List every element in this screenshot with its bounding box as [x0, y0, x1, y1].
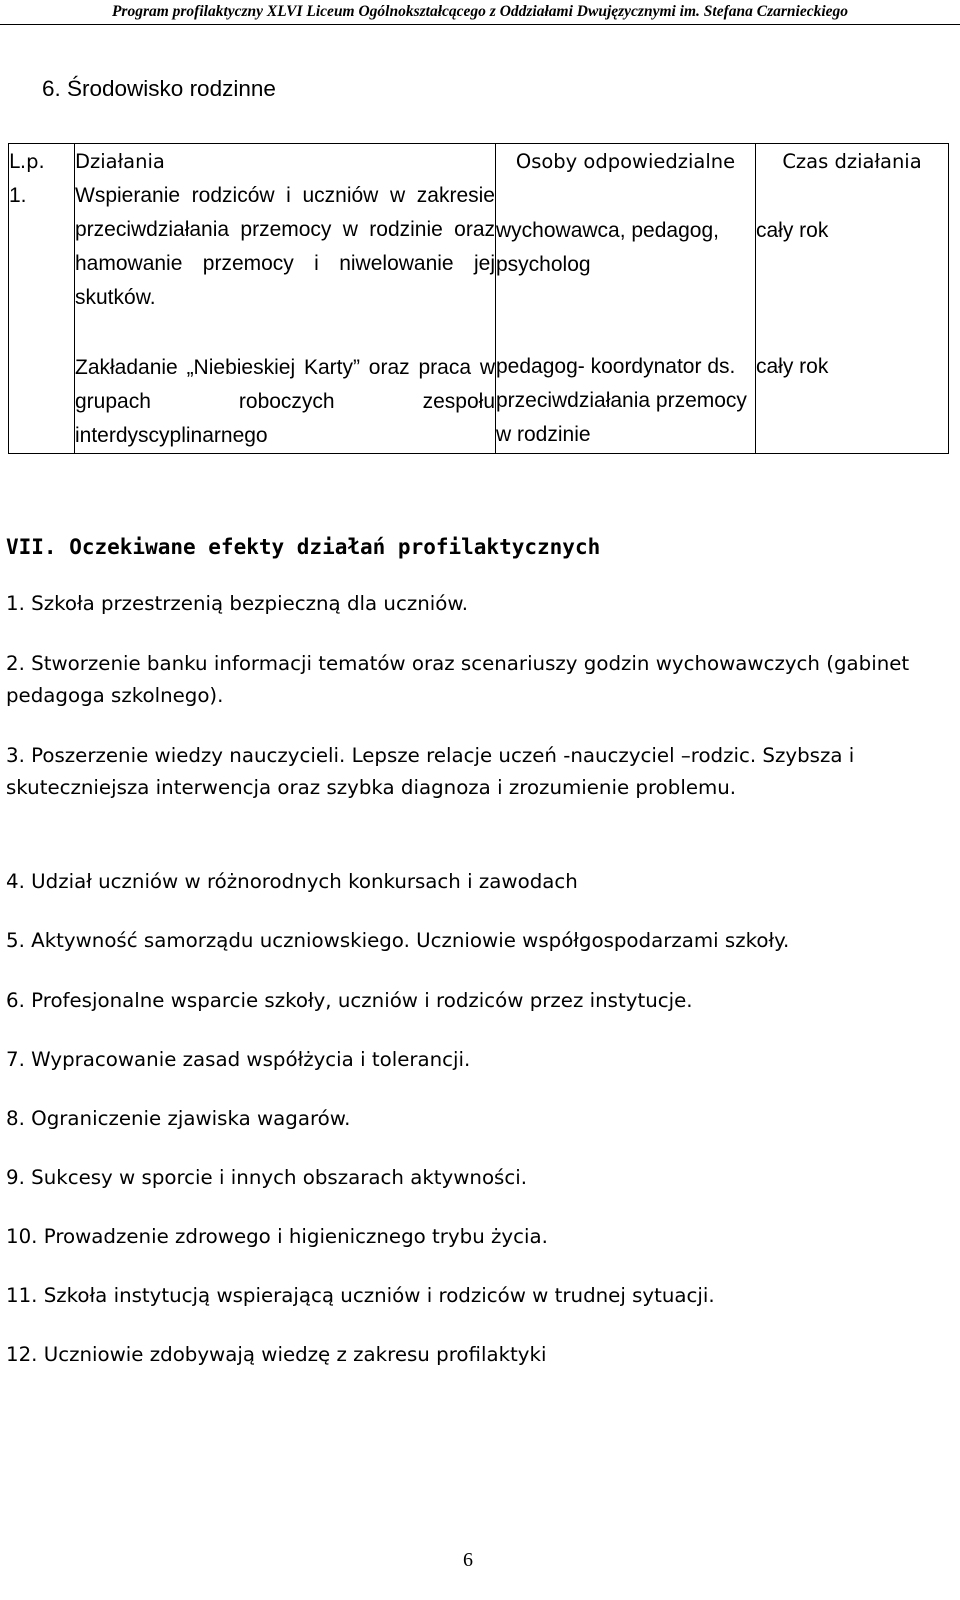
activities-table	[8, 143, 949, 454]
table-cell	[496, 144, 756, 454]
time-text: cały rok	[756, 219, 829, 242]
row-number: 1.	[9, 184, 27, 207]
table-cell	[756, 144, 949, 454]
column-header-actions: Działania	[75, 150, 165, 173]
list-item: 4. Udział uczniów w różnorodnych konkursach i zawodach	[6, 870, 578, 893]
action-text: Zakładanie „Niebieskiej Karty” oraz praca w grupach roboczych zespołu interdyscyplinarnego	[75, 356, 495, 447]
list-item: 8. Ograniczenie zjawiska wagarów.	[6, 1107, 351, 1130]
list-item: 1. Szkoła przestrzenią bezpieczną dla uczniów.	[6, 592, 468, 615]
responsible-text: pedagog- koordynator ds. przeciwdziałania przemocy w rodzinie	[496, 355, 747, 446]
list-item: 10. Prowadzenie zdrowego i higienicznego trybu życia.	[6, 1225, 548, 1248]
column-header-time: Czas działania	[782, 150, 922, 173]
list-item: 12. Uczniowie zdobywają wiedzę z zakresu profilaktyki	[6, 1343, 547, 1366]
effects-heading: VII. Oczekiwane efekty działań profilaktycznych	[6, 535, 601, 559]
page-number: 6	[463, 1549, 473, 1571]
list-item: 3. Poszerzenie wiedzy nauczycieli. Lepsze relacje uczeń -nauczyciel –rodzic. Szybsza i skuteczniejsza interwencja oraz szybka diagnoza i zrozumienie problemu.	[6, 744, 855, 799]
action-text: Wspieranie rodziców i uczniów w zakresie przeciwdziałania przemocy w rodzinie oraz hamowanie przemocy i niwelowanie jej skutków.	[75, 184, 495, 309]
list-item: 9. Sukcesy w sporcie i innych obszarach aktywności.	[6, 1166, 528, 1189]
table-cell	[9, 144, 75, 454]
responsible-text: wychowawca, pedagog, psycholog	[496, 219, 719, 276]
list-item: 5. Aktywność samorządu uczniowskiego. Uczniowie współgospodarzami szkoły.	[6, 929, 790, 952]
column-header-responsible: Osoby odpowiedzialne	[515, 150, 736, 173]
section-title: 6. Środowisko rodzinne	[42, 76, 276, 101]
list-item: 2. Stworzenie banku informacji tematów oraz scenariuszy godzin wychowawczych (gabinet pedagoga szkolnego).	[6, 652, 910, 707]
list-item: 7. Wypracowanie zasad współżycia i tolerancji.	[6, 1048, 471, 1071]
time-text: cały rok	[756, 355, 829, 378]
list-item: 11. Szkoła instytucją wspierającą uczniów i rodziców w trudnej sytuacji.	[6, 1284, 715, 1307]
running-header: Program profilaktyczny XLVI Liceum Ogólnokształcącego z Oddziałami Dwujęzycznymi im. Stefana Czarnieckiego	[0, 0, 960, 25]
table-row	[9, 144, 949, 454]
list-item: 6. Profesjonalne wsparcie szkoły, uczniów i rodziców przez instytucje.	[6, 989, 693, 1012]
table-cell	[75, 144, 496, 454]
column-header-lp: L.p.	[9, 150, 45, 173]
